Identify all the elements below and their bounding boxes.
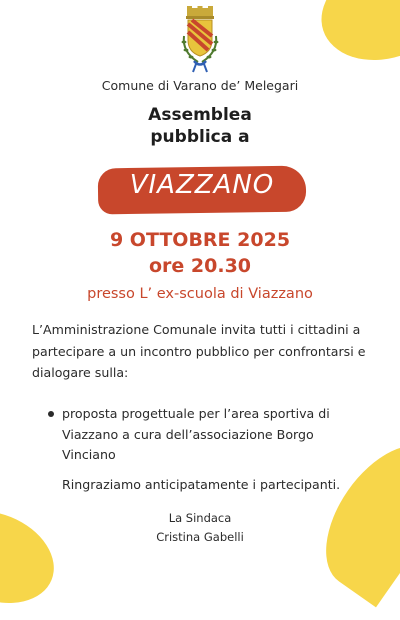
location-banner-text: VIAZZANO <box>129 170 275 200</box>
page-title <box>0 104 400 148</box>
signature-role: La Sindaca <box>168 511 232 525</box>
event-date: 9 OTTOBRE 2025 <box>109 229 291 251</box>
thanks-text: Ringraziamo anticipatamente i partecipanti. <box>62 477 341 492</box>
coat-of-arms-icon <box>178 6 222 76</box>
event-venue: presso L’ ex-scuola di Viazzano <box>87 286 313 302</box>
signature-name: Cristina Gabelli <box>156 530 244 544</box>
title-line-1: Assemblea <box>148 105 252 125</box>
intro-paragraph: L’Amministrazione Comunale invita tutti i cittadini a partecipare a un incontro pubblico per confrontarsi e dialogare sulla: <box>32 322 366 380</box>
list-item <box>48 404 362 466</box>
title-line-2: pubblica a <box>150 127 250 147</box>
event-time: ore 20.30 <box>148 255 252 277</box>
bullet-dot-icon <box>48 411 54 417</box>
comune-name: Comune di Varano de’ Melegari <box>101 78 299 93</box>
list-item-text: proposta progettuale per l’area sportiva di Viazzano a cura dell’associazione Borgo Vinciano <box>62 406 330 462</box>
decorative-blob-top-right <box>308 0 400 76</box>
